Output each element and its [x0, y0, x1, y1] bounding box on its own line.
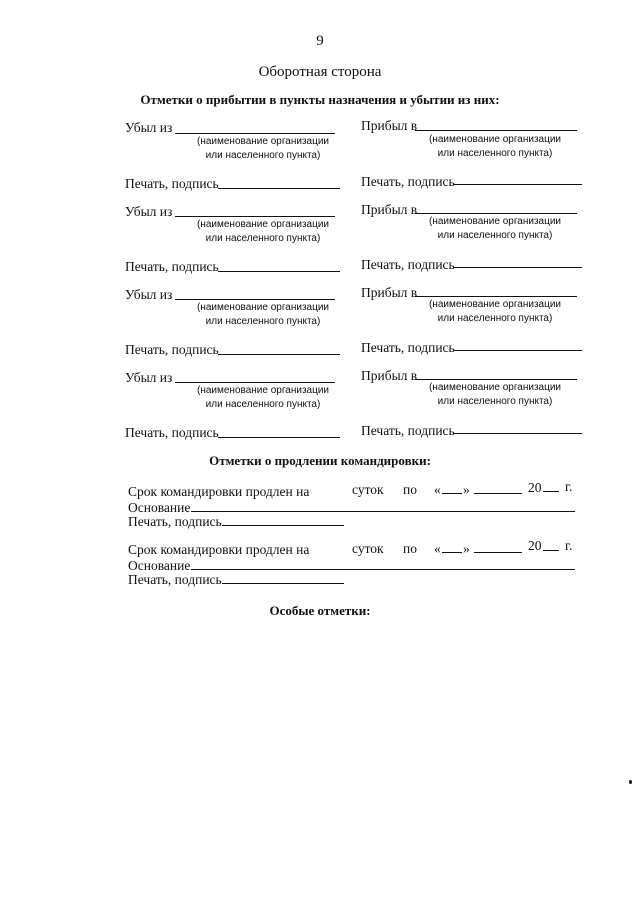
departed-label: Убыл из	[125, 204, 173, 219]
seal-field-left[interactable]	[218, 188, 340, 189]
arrived-label: Прибыл в	[361, 118, 418, 133]
extension-seal-label: Печать, подпись	[128, 514, 222, 529]
departed-hint: (наименование организации или населенного пункта)	[197, 136, 329, 161]
arrived-label: Прибыл в	[361, 368, 418, 383]
arrived-field[interactable]	[415, 296, 577, 297]
arrived-hint: (наименование организации или населенного пункта)	[429, 134, 561, 159]
month-field[interactable]	[474, 552, 522, 553]
until-label: по	[403, 482, 417, 497]
date-open-quote: «	[434, 482, 441, 497]
arrived-field[interactable]	[415, 130, 577, 131]
departed-label: Убыл из	[125, 370, 173, 385]
departed-hint: (наименование организации или населенного пункта)	[197, 385, 329, 410]
arrived-hint: (наименование организации или населенного пункта)	[429, 382, 561, 407]
seal-field-left[interactable]	[218, 271, 340, 272]
seal-label-left: Печать, подпись	[125, 425, 219, 440]
seal-label-left: Печать, подпись	[125, 259, 219, 274]
page-title: Оборотная сторона	[258, 64, 382, 80]
departed-label: Убыл из	[125, 287, 173, 302]
seal-field-left[interactable]	[218, 354, 340, 355]
seal-label-left: Печать, подпись	[125, 176, 219, 191]
extension-seal-field[interactable]	[222, 525, 344, 526]
basis-label: Основание	[128, 558, 191, 573]
seal-label-right: Печать, подпись	[361, 423, 455, 438]
seal-field-right[interactable]	[453, 433, 582, 434]
extension-label: Срок командировки продлен на	[128, 484, 310, 499]
departed-field[interactable]	[175, 382, 335, 383]
departed-field[interactable]	[175, 133, 335, 134]
year-suffix: г.	[565, 479, 573, 494]
seal-label-right: Печать, подпись	[361, 257, 455, 272]
scan-speck	[629, 780, 632, 784]
basis-label: Основание	[128, 500, 191, 515]
arrived-hint: (наименование организации или населенного пункта)	[429, 299, 561, 324]
basis-field[interactable]	[191, 569, 575, 570]
departed-hint: (наименование организации или населенного пункта)	[197, 302, 329, 327]
year-field[interactable]	[543, 491, 559, 492]
extension-seal-field[interactable]	[222, 583, 344, 584]
departed-field[interactable]	[175, 299, 335, 300]
arrived-label: Прибыл в	[361, 285, 418, 300]
page-number: 9	[316, 33, 324, 49]
until-label: по	[403, 541, 417, 556]
departed-hint: (наименование организации или населенного пункта)	[197, 219, 329, 244]
arrived-field[interactable]	[415, 379, 577, 380]
arrived-hint: (наименование организации или населенного пункта)	[429, 216, 561, 241]
extension-label: Срок командировки продлен на	[128, 542, 310, 557]
extension-seal-label: Печать, подпись	[128, 572, 222, 587]
seal-field-right[interactable]	[453, 184, 582, 185]
year-prefix: 20	[528, 480, 542, 495]
days-label: суток	[352, 482, 384, 497]
departed-field[interactable]	[175, 216, 335, 217]
date-close-quote: »	[463, 482, 470, 497]
day-field[interactable]	[442, 493, 462, 494]
seal-label-right: Печать, подпись	[361, 340, 455, 355]
days-label: суток	[352, 541, 384, 556]
seal-field-right[interactable]	[453, 350, 582, 351]
year-suffix: г.	[565, 538, 573, 553]
year-field[interactable]	[543, 550, 559, 551]
seal-field-right[interactable]	[453, 267, 582, 268]
basis-field[interactable]	[191, 511, 575, 512]
seal-label-right: Печать, подпись	[361, 174, 455, 189]
extension-heading: Отметки о продлении командировки:	[209, 453, 431, 468]
day-field[interactable]	[442, 552, 462, 553]
special-notes-heading: Особые отметки:	[269, 603, 371, 618]
date-close-quote: »	[463, 541, 470, 556]
arrived-label: Прибыл в	[361, 202, 418, 217]
month-field[interactable]	[474, 493, 522, 494]
year-prefix: 20	[528, 538, 542, 553]
arrivals-heading: Отметки о прибытии в пункты назначения и убытии из них:	[140, 92, 500, 107]
seal-field-left[interactable]	[218, 437, 340, 438]
departed-label: Убыл из	[125, 120, 173, 135]
date-open-quote: «	[434, 541, 441, 556]
seal-label-left: Печать, подпись	[125, 342, 219, 357]
arrived-field[interactable]	[415, 213, 577, 214]
